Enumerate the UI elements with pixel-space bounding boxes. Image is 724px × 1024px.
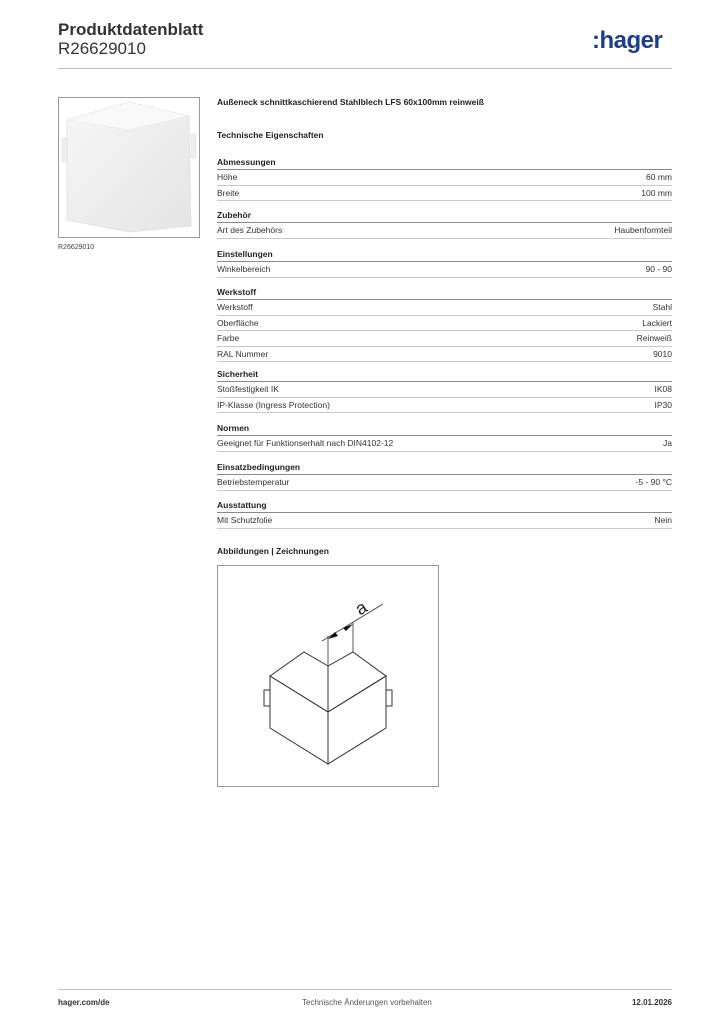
property-label: Farbe [217, 333, 240, 343]
page-title: Produktdatenblatt [58, 20, 204, 39]
section-normen [217, 422, 672, 452]
technical-properties-heading: Technische Eigenschaften [217, 130, 324, 140]
product-photo [58, 97, 200, 238]
section-heading: Normen [217, 422, 672, 436]
property-label: Art des Zubehörs [217, 225, 283, 235]
section-heading: Einsatzbedingungen [217, 461, 672, 475]
property-label: Mit Schutzfolie [217, 515, 273, 525]
product-code: R26629010 [58, 39, 146, 58]
property-value: -5 - 90 °C [635, 477, 672, 487]
section-heading: Einstellungen [217, 248, 672, 262]
property-label: Höhe [217, 172, 238, 182]
property-value: Stahl [652, 302, 672, 312]
property-row [217, 513, 672, 529]
footer-divider [58, 989, 672, 990]
section-sicherheit [217, 368, 672, 413]
section-zubehoer [217, 209, 672, 239]
property-row [217, 475, 672, 491]
product-title: Außeneck schnittkaschierend Stahlblech LFS 60x100mm reinweiß [217, 97, 484, 107]
technical-drawing [217, 565, 439, 787]
section-ausstattung [217, 499, 672, 529]
property-label: Betriebstemperatur [217, 477, 290, 487]
dimension-label: a [351, 596, 371, 620]
property-row [217, 300, 672, 316]
property-row [217, 382, 672, 398]
footer-website-link[interactable]: hager.com/de [58, 998, 110, 1007]
logo-text: hager [599, 27, 663, 54]
hager-logo[interactable]: :hager [592, 27, 663, 54]
property-value: 90 - 90 [645, 264, 672, 274]
property-row [217, 436, 672, 452]
property-value: 100 mm [641, 187, 672, 198]
section-heading: Zubehör [217, 209, 672, 223]
property-value: IP30 [654, 399, 672, 410]
property-label: RAL Nummer [217, 348, 269, 359]
section-abmessungen [217, 156, 672, 201]
header-divider [58, 68, 672, 69]
product-photo-image [59, 98, 199, 237]
section-heading: Ausstattung [217, 499, 672, 513]
property-label: IP-Klasse (Ingress Protection) [217, 399, 330, 410]
property-label: Geeignet für Funktionserhalt nach DIN4102-12 [217, 438, 394, 448]
property-label: Winkelbereich [217, 264, 271, 274]
property-value: 60 mm [646, 172, 672, 182]
property-label: Oberfläche [217, 317, 259, 328]
property-row [217, 170, 672, 186]
property-value: Lackiert [642, 317, 672, 328]
footer-note: Technische Änderungen vorbehalten [302, 998, 432, 1007]
property-row [217, 316, 672, 332]
property-row [217, 186, 672, 202]
property-label: Stoßfestigkeit IK [217, 384, 279, 394]
property-value: Haubenformteil [614, 225, 672, 235]
property-value: 9010 [653, 348, 672, 359]
photo-caption: R26629010 [58, 244, 95, 251]
section-heading: Abmessungen [217, 156, 672, 170]
section-heading: Werkstoff [217, 286, 672, 300]
section-einstellungen [217, 248, 672, 278]
section-einsatzbedingungen [217, 461, 672, 491]
property-row [217, 331, 672, 347]
property-row [217, 347, 672, 363]
property-label: Werkstoff [217, 302, 253, 312]
property-label: Breite [217, 187, 240, 198]
section-werkstoff [217, 286, 672, 362]
corner-drawing [218, 566, 438, 786]
footer-date: 12.01.2026 [631, 998, 672, 1007]
figures-heading: Abbildungen | Zeichnungen [217, 546, 329, 556]
property-value: Ja [663, 438, 672, 448]
property-row [217, 262, 672, 278]
property-value: Nein [654, 515, 672, 525]
section-heading: Sicherheit [217, 368, 672, 382]
property-row [217, 398, 672, 414]
property-row [217, 223, 672, 239]
property-value: IK08 [654, 384, 672, 394]
property-value: Reinweiß [636, 333, 672, 343]
